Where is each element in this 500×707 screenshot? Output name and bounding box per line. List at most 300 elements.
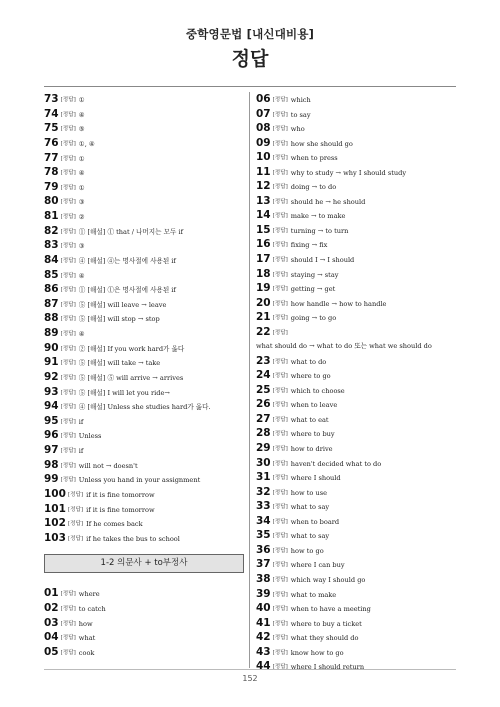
answer-tag: [정답] [272,358,288,365]
answer-text: ④ [78,271,85,280]
answer-text: should he → he should [290,197,366,206]
answer-tag: [정답] [272,518,288,525]
answer-text: if he takes the bus to school [86,534,180,543]
question-number: 21 [256,311,271,324]
answer-tag: [정답] [272,271,288,278]
answer-tag: [정답] [60,170,76,177]
answer-tag: [정답] [272,329,288,336]
answer-tag: [정답] [272,97,288,103]
answer-text: if [78,417,84,426]
answer-item [256,588,454,603]
answer-text: what they should do [290,634,359,643]
question-number: 30 [256,456,271,469]
answer-tag: [정답] [272,155,288,162]
answer-item [256,413,454,428]
answer-text: cook [78,648,95,657]
answer-item [256,180,454,195]
answer-text: how [78,619,93,628]
question-number: 90 [44,341,59,354]
question-number: 81 [44,210,59,222]
answer-text: how handle → how to handle [290,299,387,308]
answer-item [44,473,244,488]
question-number: 03 [44,616,59,629]
question-number: 86 [44,283,59,296]
answer-text: If he comes back [86,520,143,529]
question-number: 74 [44,107,59,120]
question-number: 103 [44,531,66,544]
answer-tag: [정답] [272,111,288,118]
footer-divider [44,669,456,670]
answer-tag: [정답] [67,506,84,513]
answer-item [44,415,244,430]
answer-text: if [78,447,84,455]
answer-tag: [정답] [272,489,288,496]
answer-item [256,398,454,413]
answer-tag: [정답] [60,155,76,162]
answer-tag: [정답] [60,620,76,627]
answer-tag: [정답] [60,287,76,294]
answer-tag: [정답] [60,257,76,264]
question-number: 87 [44,297,59,310]
question-number: 89 [44,327,59,339]
answer-tag: [정답] [60,448,76,454]
question-number: 16 [256,238,271,251]
answer-text: who [290,125,305,134]
question-number: 39 [256,587,271,600]
answer-tag: [정답] [60,374,76,381]
answer-tag: [정답] [272,606,288,613]
answer-text: what to do [290,357,327,366]
answer-tag: [정답] [272,169,288,176]
page-number: 152 [242,674,258,683]
question-number: 96 [44,429,59,442]
answer-item [256,529,454,544]
answer-text: Unless you hand in your assignment [78,476,201,485]
column-divider [249,92,250,668]
answer-tag: [정답] [60,635,76,642]
question-number: 99 [44,473,59,486]
question-number: 22 [256,325,271,338]
answer-text: when to leave [290,401,338,410]
answer-tag: [정답] [60,243,76,250]
question-number: 94 [44,400,59,413]
answer-tag: [정답] [272,198,288,205]
section-header: 1-2 의문사 + to부정사 [44,554,244,573]
answer-text: haven't decided what to do [290,459,382,468]
answer-tag: [정답] [60,272,76,279]
question-number: 15 [256,223,271,236]
answer-item [44,298,244,313]
question-number: 79 [44,180,59,193]
answer-item [44,137,244,152]
answer-item [256,122,454,137]
answer-text: ①, ④ [78,139,95,148]
question-number: 07 [256,107,271,120]
answer-tag: [정답] [272,315,288,322]
answer-text: fixing → fix [290,241,328,250]
answer-item [44,400,244,415]
question-number: 29 [256,442,271,455]
question-number: 01 [44,587,59,600]
answer-item [256,660,454,675]
answer-item [256,311,454,326]
answer-item [256,384,454,399]
answer-item [44,239,244,254]
answer-item [256,369,454,384]
answer-text: ⑤ [해설] will stop → stop [78,315,160,324]
answer-tag: [정답] [60,404,76,411]
answer-item [256,151,454,166]
answer-item [256,500,454,515]
answer-tag: [정답] [60,360,76,367]
answer-item [256,573,454,588]
answer-text: when to press [290,154,338,163]
answer-tag: [정답] [272,373,288,380]
answer-text: ④ [78,330,85,338]
answer-text: to catch [78,605,106,613]
answer-tag: [정답] [60,345,76,352]
question-number: 04 [44,631,59,644]
answer-tag: [정답] [272,140,288,147]
answer-tag: [정답] [60,591,76,598]
answer-tag: [정답] [60,433,76,440]
question-number: 95 [44,414,59,427]
answer-text: will not → doesn't [78,461,138,470]
question-number: 23 [256,354,271,367]
answer-text: should I → I should [290,256,355,265]
question-number: 100 [44,487,66,500]
answer-item [256,457,454,472]
answer-item [256,108,454,123]
question-number: 75 [44,122,59,135]
answer-item [256,326,454,352]
answer-item [256,602,454,617]
answer-tag: [정답] [60,111,76,118]
answer-item [256,195,454,210]
answer-item [256,209,454,224]
answer-item [44,532,244,547]
answer-item [44,195,244,210]
question-number: 11 [256,165,271,178]
question-number: 06 [256,93,271,105]
answer-text: where to go [290,372,331,381]
answer-tag: [정답] [272,504,288,511]
answer-item [256,515,454,530]
answer-list-right [256,93,454,675]
answer-item [44,327,244,342]
answer-item [256,297,454,312]
answer-tag: [정답] [60,97,76,103]
answer-text: turning → to turn [290,226,349,235]
answer-text: which way I should go [290,575,366,584]
answer-text: what to say [290,532,330,541]
answer-text: what [78,634,96,643]
question-number: 85 [44,268,59,281]
answer-text: where I should [290,474,341,483]
answer-item [44,587,244,602]
question-number: 08 [256,122,271,135]
answer-text: to say [290,110,311,119]
answer-item [44,444,244,459]
answer-item [44,517,244,532]
answer-tag: [정답] [60,199,76,206]
question-number: 14 [256,209,271,222]
answer-tag: [정답] [272,257,288,264]
question-number: 41 [256,616,271,629]
answer-text: ④ [해설] ④는 명사절에 사용된 if [78,256,176,265]
answer-text: how to use [290,488,328,497]
answer-text: what to say [290,503,330,512]
answer-text: ① [78,96,85,104]
answer-item [44,269,244,284]
header-divider [44,86,456,87]
answer-tag: [정답] [60,126,76,133]
answer-item [256,282,454,297]
answer-text: make → to make [290,212,346,221]
answer-text: when to board [290,517,340,526]
answer-text: getting → get [290,285,336,294]
answer-item [44,602,244,617]
answer-tag: [정답] [272,649,288,656]
answer-tag: [정답] [60,477,76,484]
answer-item [256,268,454,283]
answer-text: if it is fine tomorrow [86,490,155,499]
question-number: 13 [256,194,271,207]
answer-tag: [정답] [67,535,84,542]
question-number: 44 [256,660,271,673]
question-number: 77 [44,151,59,164]
answer-item [44,283,244,298]
question-number: 09 [256,136,271,149]
question-number: 26 [256,398,271,411]
answer-tag: [정답] [67,491,84,498]
question-number: 92 [44,370,59,383]
answer-text: how to go [290,546,324,555]
answer-text: ⑤ [해설] will leave → leave [78,300,167,309]
answer-item [44,181,244,196]
answer-item [44,356,244,371]
question-number: 10 [256,151,271,164]
answer-text: how to drive [290,445,333,454]
answer-tag: [정답] [272,387,288,394]
question-number: 93 [44,385,59,398]
answer-item [44,122,244,137]
question-number: 88 [44,312,59,325]
answer-item [44,371,244,386]
answer-tag: [정답] [272,300,288,307]
answer-item [44,459,244,474]
question-number: 43 [256,645,271,658]
answer-text: ① [해설] ① that / 나머지는 모두 if [78,227,184,236]
question-number: 05 [44,645,59,658]
question-number: 102 [44,517,66,530]
answer-tag: [정답] [67,521,84,528]
question-number: 42 [256,631,271,644]
right-column [256,93,454,675]
answer-tag: [정답] [272,402,288,409]
answer-text: ⑤ [해설] ⑤ will arrive → arrives [78,373,184,382]
answer-text: when to have a meeting [290,605,371,614]
left-column [44,93,244,661]
answer-item [256,471,454,486]
answer-item [44,429,244,444]
question-number: 101 [44,502,66,515]
answer-item [256,558,454,573]
answer-item [44,342,244,357]
question-number: 12 [256,180,271,193]
answer-text: ② [78,213,85,221]
answer-item [44,312,244,327]
answer-item [44,225,244,240]
answer-tag: [정답] [60,649,76,656]
answer-item [44,646,244,661]
answer-text: doing → to do [290,183,337,192]
answer-text: where to buy a ticket [290,619,362,628]
answer-item [256,137,454,152]
answer-item [256,166,454,181]
question-number: 91 [44,356,59,369]
question-number: 40 [256,602,271,615]
question-number: 98 [44,458,59,471]
answer-item [256,355,454,370]
answer-tag: [정답] [60,140,76,147]
answer-tag: [정답] [272,227,288,234]
question-number: 17 [256,253,271,266]
answer-tag: [정답] [272,635,288,642]
answer-tag: [정답] [272,576,288,583]
answer-item [44,210,244,225]
answer-text: where I should return [290,663,365,672]
answer-tag: [정답] [60,316,76,323]
answer-tag: [정답] [60,389,76,396]
answer-item [44,386,244,401]
answer-tag: [정답] [272,460,288,467]
answer-text: going → to go [290,314,337,323]
page-title: 정답 [231,48,269,70]
answer-item [256,93,454,108]
question-number: 76 [44,136,59,149]
answer-text: ② [해설] If you work hard가 옳다 [78,344,185,353]
answer-tag: [정답] [272,431,288,438]
answer-tag: [정답] [272,547,288,554]
answer-item [44,488,244,503]
question-number: 78 [44,166,59,179]
answer-text: ④ [해설] Unless she studies hard가 옳다. [78,403,211,412]
question-number: 02 [44,602,59,614]
question-number: 82 [44,224,59,237]
question-number: 31 [256,471,271,484]
answer-text: ⑤ [해설] I will let you ride→ [78,388,170,397]
answer-tag: [정답] [272,286,288,293]
answer-tag: [정답] [60,214,76,220]
answer-text: where to buy [290,430,335,439]
answer-text: where [78,590,100,599]
answer-item [44,631,244,646]
answer-item [256,617,454,632]
question-number: 84 [44,253,59,266]
answer-item [256,544,454,559]
answer-item [44,166,244,181]
answer-item [44,93,244,108]
answer-text: which to choose [290,386,345,395]
answer-item [44,503,244,518]
answer-text: how she should go [290,139,353,148]
answer-tag: [정답] [60,462,76,469]
book-title: 중학영문법 [내신대비용] [185,27,315,41]
answer-tag: [정답] [272,620,288,627]
question-number: 35 [256,529,271,542]
answer-item [256,224,454,239]
question-number: 34 [256,514,271,527]
answer-text: ④ [78,169,85,178]
answer-text: what to eat [290,415,329,424]
question-number: 24 [256,369,271,382]
answer-tag: [정답] [272,591,288,598]
answer-tag: [정답] [60,418,76,425]
answer-item [256,631,454,646]
answer-tag: [정답] [60,228,76,235]
answer-text: ⑤ [해설] will take → take [78,359,161,368]
answer-text: which [290,96,311,104]
answer-text: ① [해설] ①은 명사절에 사용된 if [78,286,176,295]
answer-tag: [정답] [272,184,288,191]
answer-item [44,617,244,632]
answer-text: ① [78,183,85,192]
question-number: 32 [256,485,271,498]
answer-text: Unless [78,432,102,441]
answer-item [44,254,244,269]
answer-tag: [정답] [60,606,76,612]
answer-text: what should do → what to do 또는 what we should do [256,341,432,350]
answer-list-left-section-2 [44,587,244,660]
question-number: 73 [44,93,59,105]
answer-tag: [정답] [272,475,288,482]
answer-tag: [정답] [272,533,288,540]
answer-text: ④ [78,110,85,119]
question-number: 25 [256,383,271,396]
question-number: 80 [44,195,59,208]
answer-tag: [정답] [60,331,76,337]
answer-item [256,238,454,253]
question-number: 28 [256,427,271,440]
answer-tag: [정답] [272,446,288,453]
question-number: 36 [256,543,271,556]
answer-tag: [정답] [272,416,288,423]
answer-item [256,253,454,268]
question-number: 19 [256,282,271,295]
answer-item [256,646,454,661]
question-number: 33 [256,500,271,513]
answer-text: ⑤ [78,125,85,134]
answer-tag: [정답] [272,242,288,249]
question-number: 97 [44,444,59,456]
question-number: 83 [44,239,59,252]
answer-item [44,152,244,167]
question-number: 37 [256,558,271,571]
answer-text: know how to go [290,648,344,657]
answer-text: where I can buy [290,561,345,570]
answer-text: why to study → why I should study [290,168,407,177]
answer-text: staying → stay [290,270,339,279]
question-number: 38 [256,572,271,585]
answer-text: ③ [78,242,85,251]
answer-item [256,486,454,501]
answer-list-left [44,93,244,546]
answer-item [256,442,454,457]
answer-tag: [정답] [60,184,76,191]
answer-text: if it is fine tomorrow [86,505,155,514]
question-number: 20 [256,296,271,309]
